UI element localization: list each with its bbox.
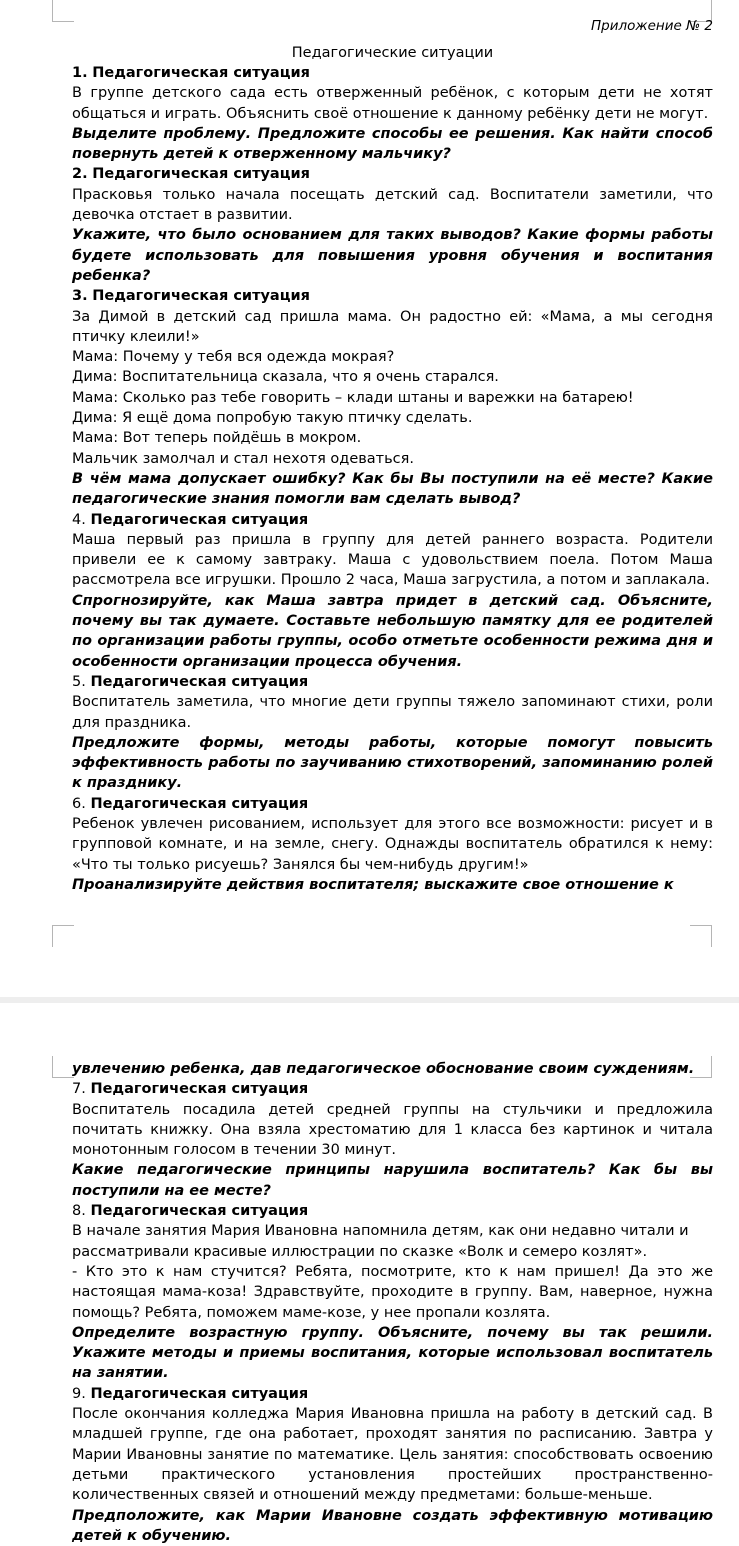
section-8-prompt: Определите возрастную группу. Объясните, почему вы так решили. Укажите методы и приемы воспитания, которые использовал воспитатель на занятии. [72, 1324, 713, 1382]
section-3-heading [72, 286, 713, 306]
section-7-body: Воспитатель посадила детей средней группы на стульчики и предложила почитать книжку. Она взяла хрестоматию для 1 класса без картинок и читала монотонным голосом в течении 30 минут. [72, 1101, 713, 1159]
section-5-prompt: Предложите формы, методы работы, которые помогут повысить эффективность работы по заучиванию стихотворений, запоминанию ролей к празднику. [72, 734, 713, 792]
dialogue-line: Мама: Почему у тебя вся одежда мокрая? [72, 349, 395, 366]
section-3-number: 3. [72, 288, 88, 305]
section-9-number: 9. [72, 1385, 86, 1402]
page-2-content [72, 1059, 713, 1546]
section-9-body: После окончания колледжа Мария Ивановна пришла на работу в детский сад. В младшей группе, где она работает, проходят занятия по расписанию. Завтра у Марии Ивановны занятие по математике. Цель занятия: способствовать освоению детьми практического установления простейших пространственно-количественных связей и отношений между предметами: больше-меньше. [72, 1406, 713, 1504]
document-page-2 [0, 1003, 739, 1544]
dialogue-line: Мама: Вот теперь пойдёшь в мокром. [72, 430, 362, 447]
section-7-title: Педагогическая ситуация [90, 1081, 309, 1098]
section-6-prompt-continuation: увлечению ребенка, дав педагогическое обоснование своим суждениям. [72, 1061, 695, 1077]
section-1-heading [72, 63, 713, 83]
section-7-number: 7. [72, 1081, 86, 1098]
section-5-heading [72, 672, 713, 692]
section-7-heading [72, 1079, 713, 1099]
section-8-heading [72, 1201, 713, 1221]
section-7-prompt: Какие педагогические принципы нарушила воспитатель? Как бы вы поступили на ее месте? [72, 1162, 713, 1199]
section-6-heading [72, 794, 713, 814]
section-3-body: За Димой в детский сад пришла мама. Он радостно ей: «Мама, а мы сегодня птичку клеили!» [72, 308, 713, 345]
section-4-heading [72, 510, 713, 530]
section-4-number: 4. [72, 511, 86, 528]
section-8-number: 8. [72, 1203, 86, 1220]
section-2-number: 2. [72, 166, 88, 183]
dialogue-line: Дима: Я ещё дома попробую такую птичку сделать. [72, 410, 473, 427]
dialogue-line: Дима: Воспитательница сказала, что я очень старался. [72, 369, 499, 386]
section-5-body: Воспитатель заметила, что многие дети группы тяжело запоминают стихи, роли для праздника. [72, 694, 713, 731]
section-2-title: Педагогическая ситуация [92, 166, 310, 183]
appendix-note: Приложение № 2 [591, 18, 713, 34]
section-3-prompt: В чём мама допускает ошибку? Как бы Вы поступили на её месте? Какие педагогические знания помогли вам сделать вывод? [72, 470, 713, 508]
section-9-heading [72, 1384, 713, 1404]
section-9-prompt: Предположите, как Марии Ивановне создать эффективную мотивацию детей к обучению. [72, 1507, 713, 1544]
section-5-title: Педагогическая ситуация [90, 673, 309, 690]
section-6-number: 6. [72, 795, 86, 812]
section-5-number: 5. [72, 673, 86, 690]
dialogue-line: Мальчик замолчал и стал нехотя одеваться. [72, 450, 414, 467]
crop-mark-bottom-left-icon [52, 925, 74, 947]
section-8-body-dialogue: - Кто это к нам стучится? Ребята, посмотрите, кто к нам пришел! Да это же настоящая мама-коза! Здравствуйте, проходите в группу. Вам, наверное, нужна помощь? Ребята, поможем маме-козе, у нее пропали козлята. [72, 1263, 713, 1321]
page-title: Педагогические ситуации [291, 45, 494, 61]
section-6-body: Ребенок увлечен рисованием, использует для этого все возможности: рисует и в групповой комнате, и на земле, снегу. Однажды воспитатель обратился к нему: «Что ты только рисуешь? Занялся бы чем-нибудь другим!» [72, 815, 713, 873]
section-6-title: Педагогическая ситуация [90, 795, 309, 812]
section-8-body: В начале занятия Мария Ивановна напомнила детям, как они недавно читали и рассматривали красивые иллюстрации по сказке «Волк и семеро козлят». [72, 1223, 689, 1260]
section-1-prompt: Выделите проблему. Предложите способы ее решения. Как найти способ повернуть детей к отверженному мальчику? [72, 125, 713, 163]
section-1-body: В группе детского сада есть отверженный ребёнок, с которым дети не хотят общаться и играть. Объяснить своё отношение к данному ребёнку дети не могут. [72, 85, 713, 122]
section-1-number: 1. [72, 65, 88, 81]
section-4-body: Маша первый раз пришла в группу для детей раннего возраста. Родители привели ее к самому завтраку. Маша с удовольствием поела. Потом Маша рассмотрела все игрушки. Прошло 2 часа, Маша загрустила, а потом и заплакала. [72, 531, 713, 589]
section-2-prompt: Укажите, что было основанием для таких выводов? Какие формы работы будете использовать для повышения уровня обучения и воспитания ребенка? [72, 227, 713, 284]
page-1-content [72, 18, 713, 895]
section-1-title: Педагогическая ситуация [92, 65, 310, 81]
section-9-title: Педагогическая ситуация [90, 1385, 309, 1402]
section-8-title: Педагогическая ситуация [90, 1203, 309, 1220]
section-6-prompt: Проанализируйте действия воспитателя; выскажите свое отношение к [72, 876, 674, 893]
section-4-title: Педагогическая ситуация [90, 511, 309, 528]
section-4-prompt: Спрогнозируйте, как Маша завтра придет в детский сад. Объясните, почему вы так думаете. Составьте небольшую памятку для ее родителей по организации работы группы, особо отметьте особенности режима дня и особенности организации процесса обучения. [72, 592, 713, 670]
crop-mark-bottom-right-icon [690, 925, 712, 947]
section-3-title: Педагогическая ситуация [92, 288, 310, 305]
crop-mark-top-left-icon [52, 0, 74, 22]
crop-mark-top-left-icon [52, 1056, 74, 1078]
section-2-body: Прасковья только начала посещать детский сад. Воспитатели заметили, что девочка отстает в развитии. [72, 186, 713, 224]
dialogue-line: Мама: Сколько раз тебе говорить – клади штаны и варежки на батарею! [72, 389, 634, 406]
section-2-heading [72, 164, 713, 184]
